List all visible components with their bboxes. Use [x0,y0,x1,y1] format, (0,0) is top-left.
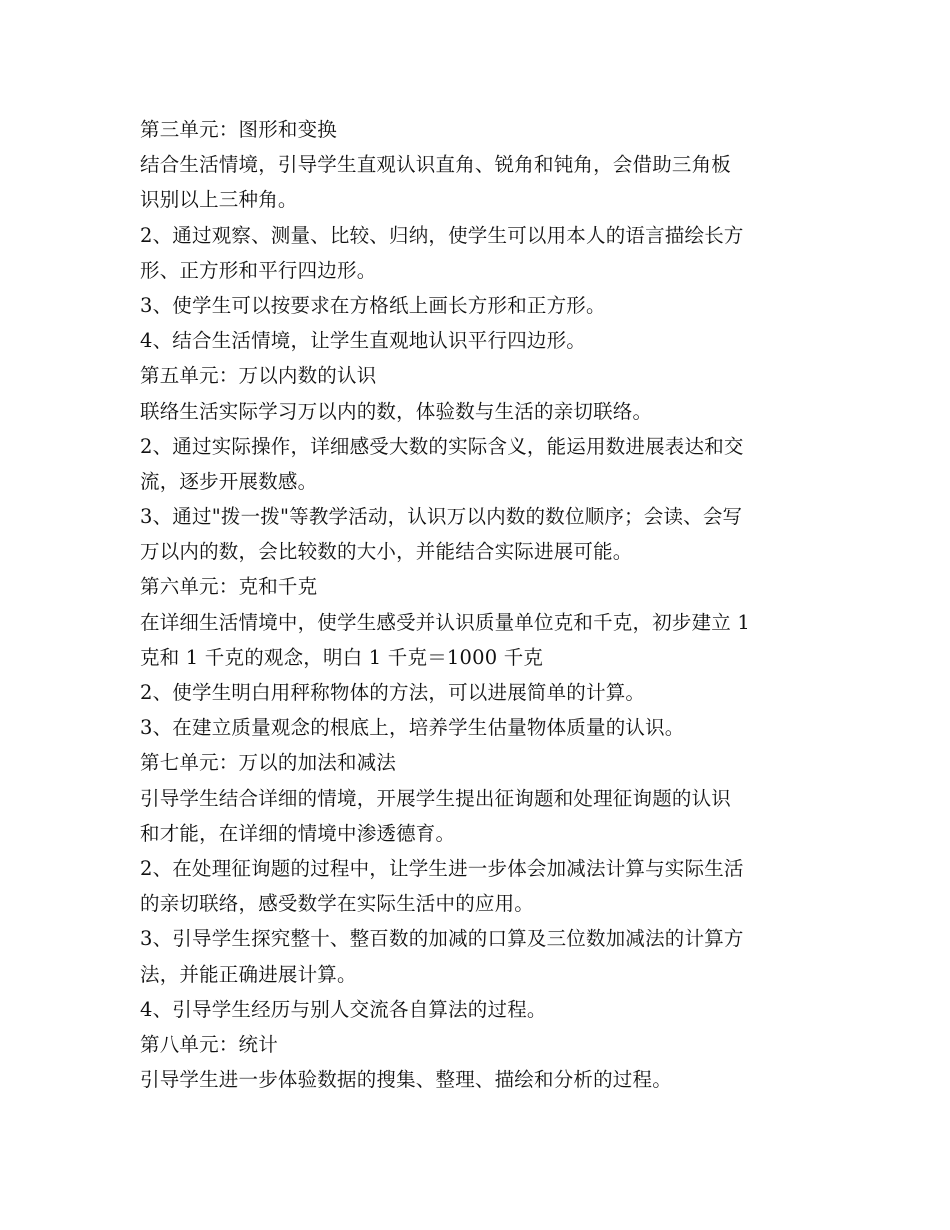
text-line: 3、通过"拨一拨"等教学活动，认识万以内数的数位顺序；会读、会写 [140,505,743,529]
text-line: 2、通过观察、测量、比较、归纳，使学生可以用本人的语言描绘长方 [140,223,744,247]
text-line: 联络生活实际学习万以内的数，体验数与生活的亲切联络。 [140,399,653,423]
section-heading: 第七单元：万以的加法和减法 [140,751,397,775]
text-line: 引导学生结合详细的情境，开展学生提出征询题和处理征询题的认识 [140,786,732,810]
text-line: 2、通过实际操作，详细感受大数的实际含义，能运用数进展表达和交 [140,434,744,458]
text-line: 形、正方形和平行四边形。 [140,258,377,282]
section-heading: 第五单元：万以内数的认识 [140,364,377,388]
document-body [140,112,820,1097]
text-line: 识别以上三种角。 [140,188,298,212]
text-line: 2、在处理征询题的过程中，让学生进一步体会加减法计算与实际生活 [140,856,744,880]
text-line: 在详细生活情境中，使学生感受并认识质量单位克和千克，初步建立 1 [140,610,751,634]
text-line: 法，并能正确进展计算。 [140,962,357,986]
section-heading: 第六单元：克和千克 [140,575,318,599]
text-line: 2、使学生明白用秤称物体的方法，可以进展简单的计算。 [140,681,646,704]
text-line: 4、结合生活情境，让学生直观地认识平行四边形。 [140,329,587,353]
text-line: 万以内的数，会比较数的大小，并能结合实际进展可能。 [140,540,633,564]
text-line: 结合生活情境，引导学生直观认识直角、锐角和钝角，会借助三角板 [140,153,732,177]
text-line: 克和 1 千克的观念，明白 1 千克＝1000 千克 [140,645,544,669]
text-line: 的亲切联络，感受数学在实际生活中的应用。 [140,892,535,916]
text-line: 3、引导学生探究整十、整百数的加减的口算及三位数加减法的计算方 [140,927,744,951]
text-line: 3、在建立质量观念的根底上，培养学生估量物体质量的认识。 [140,716,685,740]
section-heading: 第三单元：图形和变换 [140,118,338,141]
text-line: 4、引导学生经历与别人交流各自算法的过程。 [140,997,547,1021]
section-heading: 第八单元：统计 [140,1032,278,1056]
text-line: 和才能，在详细的情境中渗透德育。 [140,821,456,845]
text-line: 引导学生进一步体验数据的搜集、整理、描绘和分析的过程。 [140,1068,672,1092]
text-line: 流，逐步开展数感。 [140,469,318,493]
text-line: 3、使学生可以按要求在方格纸上画长方形和正方形。 [140,293,606,317]
